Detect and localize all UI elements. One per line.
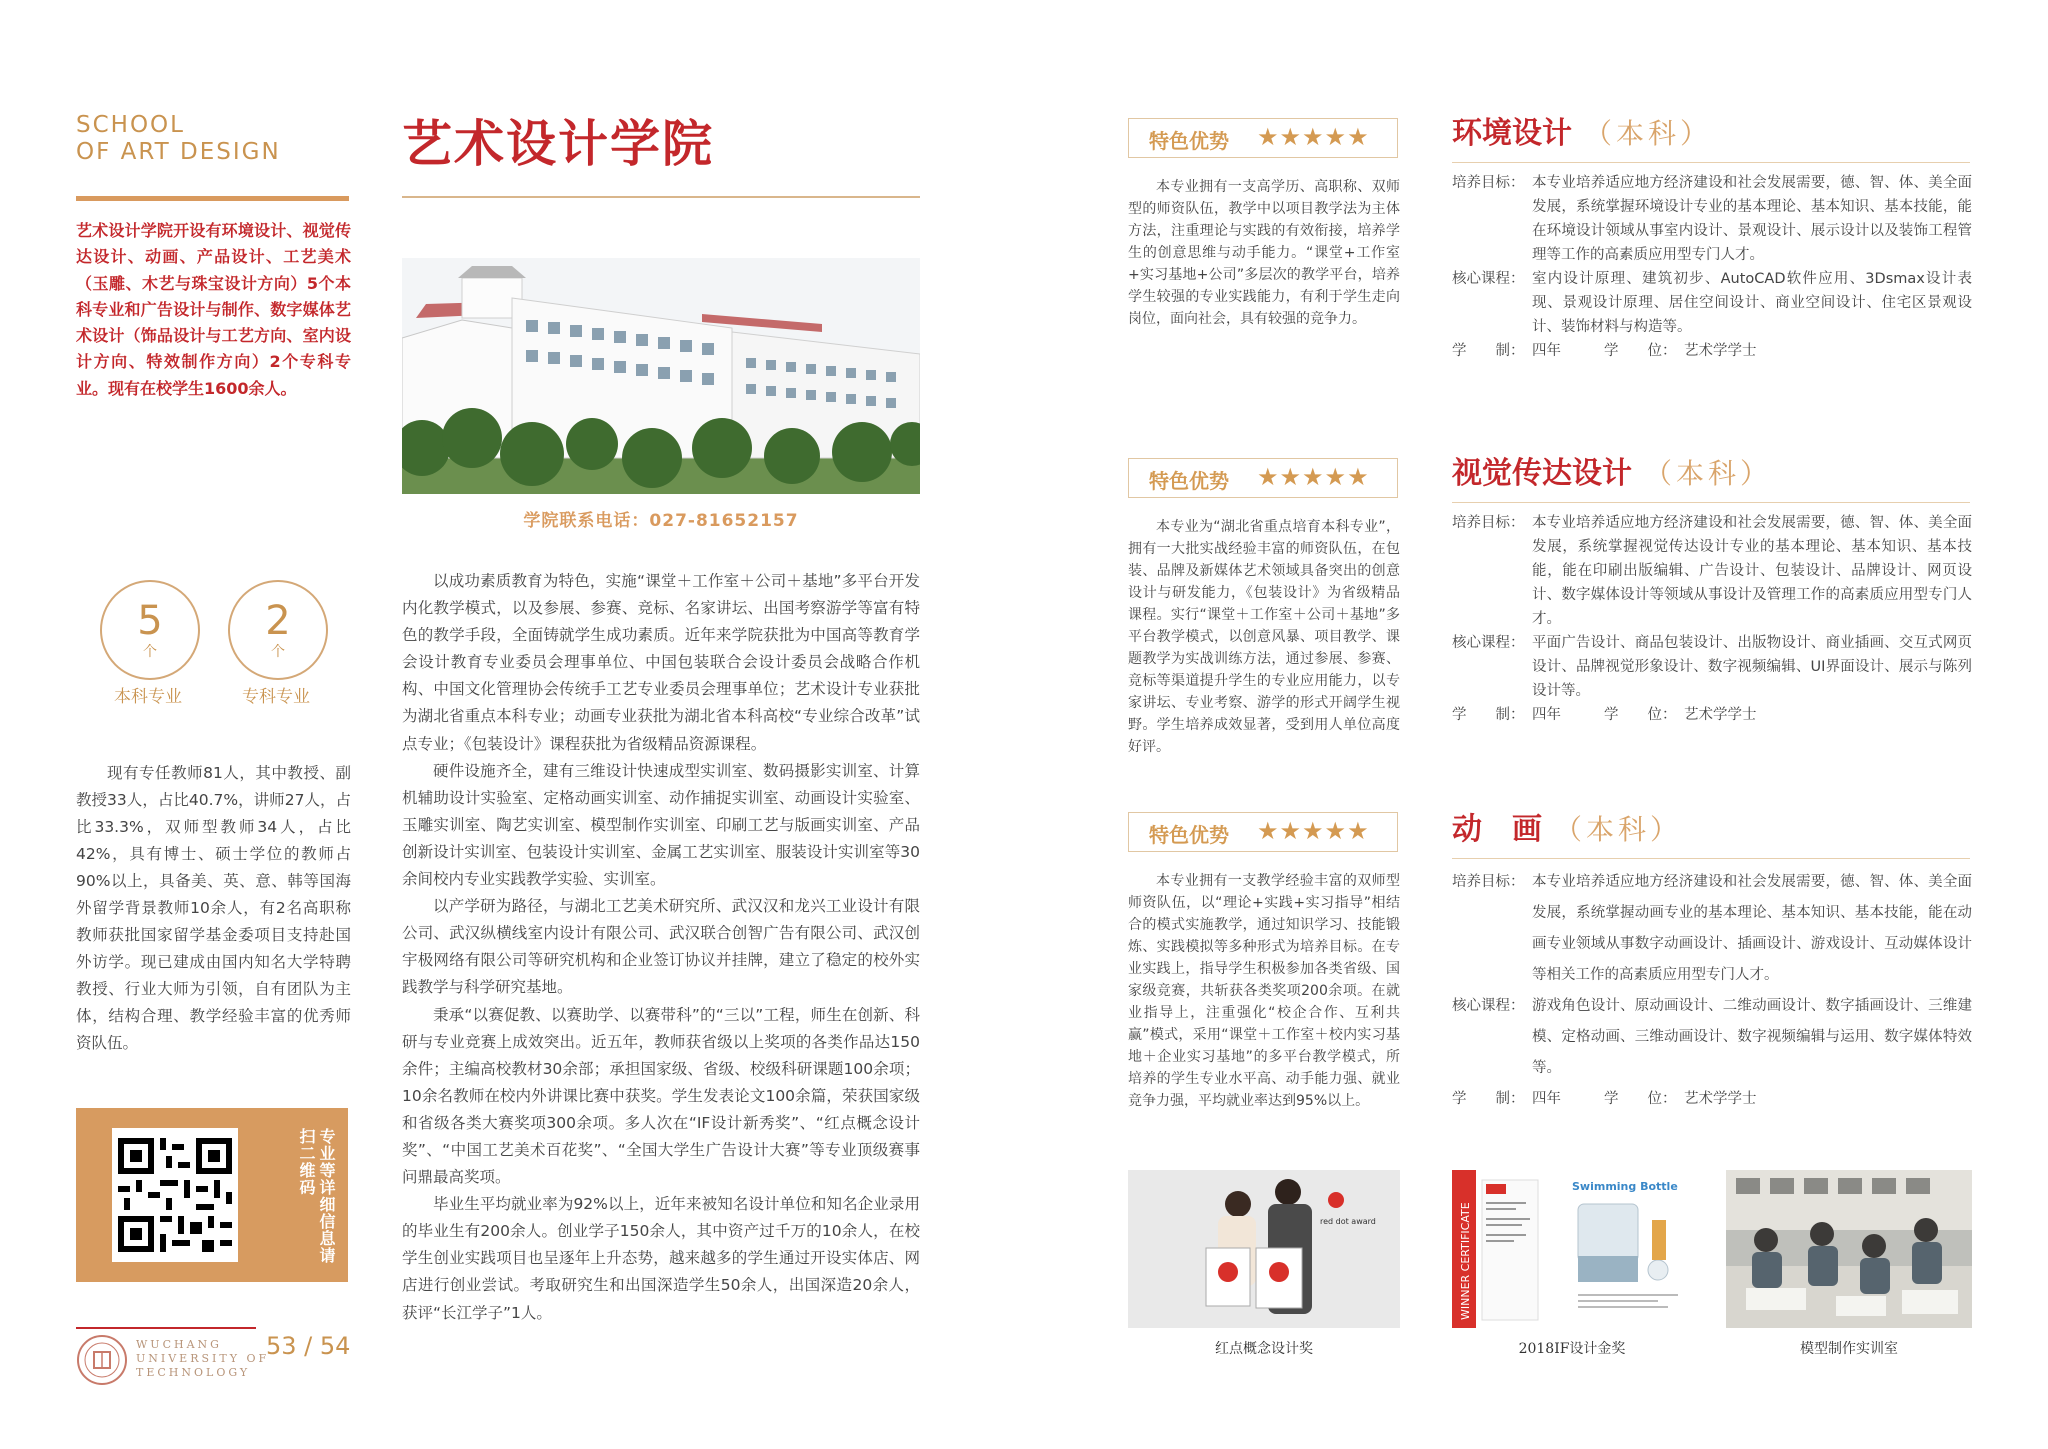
page-number: 53 / 54 xyxy=(266,1332,351,1360)
feature-text-visual xyxy=(1128,516,1400,758)
goal-row xyxy=(1452,171,1972,267)
stat-label-junior: 专科专业 xyxy=(242,687,310,707)
goal-row xyxy=(1452,867,1972,991)
badge-label: 特色优势 xyxy=(1149,129,1229,153)
major-title xyxy=(1452,448,1972,492)
school-english-name xyxy=(76,112,296,166)
goal-row xyxy=(1452,511,1972,631)
major-name: 环境设计 xyxy=(1452,116,1572,151)
row-value: 艺术学学士 xyxy=(1684,343,1757,359)
feature-paragraph: 本专业拥有一支教学经验丰富的双师型师资队伍，以“理论+实践+实习指导”相结合的模式实施教学，通过知识学习、技能锻炼、实践模拟等多种形式为培养目标。在专业实践上，指导学生积极参加各类省级、国家级竞赛，共斩获各类奖项200余项。在就业指导上，注重强化“校企合作、互利共赢”模式，采用“课堂＋工作室＋校内实习基地＋企业实习基地”的多平台教学模式，所培养的学生专业水平高、动手能力强、就业竞争力强，平均就业率达到95%以上。 xyxy=(1128,873,1400,1109)
row-value: 游戏角色设计、原动画设计、二维动画设计、数字插画设计、三维建模、定格动画、三维动画设计、数字视频编辑与运用、数字媒体特效等。 xyxy=(1532,998,1972,1076)
university-logo-icon xyxy=(76,1334,128,1386)
major-name: 视觉传达设计 xyxy=(1452,456,1632,491)
row-label: 学 制： xyxy=(1452,343,1525,359)
uni-line: UNIVERSITY OF xyxy=(136,1352,270,1365)
row-value: 艺术学学士 xyxy=(1684,1091,1757,1107)
duration-row xyxy=(1452,339,1972,363)
row-label: 核心课程： xyxy=(1452,998,1525,1014)
duration-row xyxy=(1452,1084,1972,1115)
major-tag: （本科） xyxy=(1554,813,1683,846)
feature-paragraph: 本专业拥有一支高学历、高职称、双师型的师资队伍，教学中以项目教学法为主体方法，注重理论与实践的有效衔接，培养学生的创意思维与动手能力。“课堂+工作室+实习基地+公司”多层次的教学平台，培养学生较强的专业实践能力，有利于学生走向岗位，面向社会，具有较强的竞争力。 xyxy=(1128,179,1400,327)
major-divider xyxy=(1452,162,1970,163)
row-value: 本专业培养适应地方经济建设和社会发展需要，德、智、体、美全面发展，系统掌握动画专业的基本理论、基本知识、基本技能，能在动画专业领域从事数字动画设计、插画设计、游戏设计、互动媒体设计等相关工作的高素质应用型专门人才。 xyxy=(1532,874,1972,983)
photo-model-lab xyxy=(1726,1170,1972,1328)
title-divider xyxy=(402,196,920,198)
major-divider xyxy=(1452,858,1970,859)
paragraph: 以成功素质教育为特色，实施“课堂＋工作室＋公司＋基地”多平台开发内化教学模式，以及参展、参赛、竞标、名家讲坛、出国考察游学等富有特色的教学手段，全面铸就学生成功素质。近年来学院获批为中国高等教育学会设计教育专业委员会理事单位、中国包装联合会设计委员会战略合作机构、中国文化管理协会传统手工艺专业委员会理事单位；艺术设计专业获批为湖北省重点本科专业；动画专业获批为湖北省本科高校“专业综合改革”试点专业；《包装设计》课程获批为省级精品资源课程。 xyxy=(402,572,920,753)
photo-caption: 2018IF设计金奖 xyxy=(1518,1341,1626,1357)
major-visual xyxy=(1452,448,1972,727)
page-title: 艺术设计学院 xyxy=(402,114,714,173)
college-description xyxy=(402,568,920,1327)
photo-caption: 模型制作实训室 xyxy=(1800,1341,1898,1357)
row-value: 四年 xyxy=(1532,1091,1561,1107)
row-label: 学 位： xyxy=(1604,343,1677,359)
qr-instruction: 专业等详细信息请扫二维码 xyxy=(297,1128,336,1264)
major-divider xyxy=(1452,502,1970,503)
major-name: 动 画 xyxy=(1452,812,1542,847)
faculty-text: 现有专任教师81人，其中教授、副教授33人，占比40.7%，讲师27人，占比33.3%，双师型教师34人，占比42%，具有博士、硕士学位的教师占90%以上，具备美、英、意、韩等国海外留学背景教师10余人，有2名高职称教师获批国家留学基金委项目支持赴国外访学。现已建成由国内知名大学特聘教授、行业大师为引领，自有团队为主体，结构合理、教学经验丰富的优秀师资队伍。 xyxy=(76,764,351,1052)
row-value: 平面广告设计、商品包装设计、出版物设计、商业插画、交互式网页设计、品牌视觉形象设计、数字视频编辑、UI界面设计、展示与陈列设计等。 xyxy=(1532,635,1972,699)
row-label: 培养目标： xyxy=(1452,515,1525,531)
row-label: 学 位： xyxy=(1604,1091,1677,1107)
course-row xyxy=(1452,267,1972,339)
badge-label: 特色优势 xyxy=(1149,823,1229,847)
university-name xyxy=(136,1338,269,1380)
star-rating-icon: ★★★★★ xyxy=(1257,817,1370,845)
row-value: 艺术学学士 xyxy=(1684,707,1757,723)
course-row xyxy=(1452,631,1972,703)
duration-row xyxy=(1452,703,1972,727)
stat-label-undergrad: 本科专业 xyxy=(114,687,182,707)
row-value: 四年 xyxy=(1532,707,1561,723)
row-label: 学 制： xyxy=(1452,1091,1525,1107)
row-value: 本专业培养适应地方经济建设和社会发展需要，德、智、体、美全面发展，系统掌握视觉传达设计专业的基本理论、基本知识、基本技能，能在印刷出版编辑、广告设计、包装设计、品牌设计、网页设计、数字媒体设计等领域从事设计及管理工作的高素质应用型专门人才。 xyxy=(1532,515,1972,627)
school-en-line2: OF ART DESIGN xyxy=(76,139,281,165)
row-label: 培养目标： xyxy=(1452,175,1525,191)
intro-text: 艺术设计学院开设有环境设计、视觉传达设计、动画、产品设计、工艺美术（玉雕、木艺与珠宝设计方向）5个本科专业和广告设计与制作、数字媒体艺术设计（饰品设计与工艺方向、室内设计方向、特效制作方向）2个专科专业。现有在校学生1600余人。 xyxy=(76,221,351,398)
photo-if-certificate xyxy=(1452,1170,1692,1328)
feature-text-environment xyxy=(1128,176,1400,330)
stat-unit: 个 xyxy=(143,644,157,660)
stat-circle-undergrad xyxy=(100,580,200,680)
qr-code[interactable] xyxy=(112,1128,238,1262)
product-name: Swimming Bottle xyxy=(1572,1180,1678,1193)
badge-label: 特色优势 xyxy=(1149,469,1229,493)
contact-phone: 学院联系电话：027-81652157 xyxy=(523,511,799,531)
row-label: 学 制： xyxy=(1452,707,1525,723)
gold-divider xyxy=(76,196,349,201)
footer-rule xyxy=(76,1327,256,1329)
uni-line: WUCHANG xyxy=(136,1338,222,1351)
feature-text-animation xyxy=(1128,870,1400,1112)
major-environment xyxy=(1452,108,1972,363)
certificate-text: WINNER CERTIFICATE xyxy=(1459,1202,1472,1320)
row-value: 本专业培养适应地方经济建设和社会发展需要，德、智、体、美全面发展，系统掌握环境设计专业的基本理论、基本知识、基本技能，能在环境设计领域从事室内设计、景观设计、展示设计以及装饰工程管理等工作的高素质应用型专门人才。 xyxy=(1532,175,1972,263)
feature-badge-environment xyxy=(1128,118,1398,158)
photo-caption: 红点概念设计奖 xyxy=(1215,1341,1313,1357)
major-tag: （本科） xyxy=(1584,117,1713,150)
major-tag: （本科） xyxy=(1644,457,1773,490)
row-value: 四年 xyxy=(1532,343,1561,359)
qr-code-icon xyxy=(112,1128,238,1262)
paragraph: 毕业生平均就业率为92%以上，近年来被知名设计单位和知名企业录用的毕业生有200余人。创业学子150余人，其中资产过千万的10余人，在校学生创业实践项目也呈逐年上升态势，越来越多的学生通过开设实体店、网店进行创业尝试。考取研究生和出国深造学生50余人，出国深造20余人，获评“长江学子”1人。 xyxy=(402,1195,920,1322)
row-value: 室内设计原理、建筑初步、AutoCAD软件应用、3Dsmax设计表现、景观设计原理、居住空间设计、商业空间设计、住宅区景观设计、装饰材料与构造等。 xyxy=(1532,271,1972,335)
major-animation xyxy=(1452,804,1972,1115)
feature-badge-visual xyxy=(1128,458,1398,498)
major-title xyxy=(1452,804,1972,848)
row-label: 核心课程： xyxy=(1452,271,1525,287)
award-logo-text: red dot award xyxy=(1320,1217,1376,1226)
stat-unit: 个 xyxy=(271,644,285,660)
stat-circle-junior xyxy=(228,580,328,680)
star-rating-icon: ★★★★★ xyxy=(1257,123,1370,151)
stat-value: 2 xyxy=(265,598,291,644)
row-label: 学 位： xyxy=(1604,707,1677,723)
stat-value: 5 xyxy=(137,598,163,644)
course-row xyxy=(1452,991,1972,1084)
photo-reddot-award xyxy=(1128,1170,1400,1328)
paragraph: 硬件设施齐全，建有三维设计快速成型实训室、数码摄影实训室、计算机辅助设计实验室、定格动画实训室、动作捕捉实训室、动画设计实验室、玉雕实训室、陶艺实训室、模型制作实训室、印刷工艺与版画实训室、产品创新设计实训室、包装设计实训室、金属工艺实训室、服装设计实训室等30余间校内专业实践教学实验、实训室。 xyxy=(402,761,920,889)
paragraph: 秉承“以赛促教、以赛助学、以赛带科”的“三以”工程，师生在创新、科研与专业竞赛上成效突出。近五年，教师获省级以上奖项的各类作品达150余件；主编高校教材30余部；承担国家级、省级、校级科研课题100余项；10余名教师在校内外讲课比赛中获奖。学生发表论文100余篇，荣获国家级和省级各类大赛奖项300余项。多人次在“IF设计新秀奖”、“红点概念设计奖”、“中国工艺美术百花奖”、“全国大学生广告设计大赛”等专业顶级赛事问鼎最高奖项。 xyxy=(402,1005,920,1187)
row-label: 培养目标： xyxy=(1452,874,1525,890)
feature-badge-animation xyxy=(1128,812,1398,852)
feature-paragraph: 本专业为“湖北省重点培育本科专业”，拥有一大批实战经验丰富的师资队伍，在包装、品牌及新媒体艺术领域具备突出的创意设计与研发能力，《包装设计》为省级精品课程。实行“课堂＋工作室＋公司＋基地”多平台教学模式，以创意风暴、项目教学、课题教学为实战训练方法，通过参展、参赛、竞标等渠道提升学生的专业应用能力，以专家讲坛、专业考察、游学的形式开阔学生视野。学生培养成效显著，受到用人单位高度好评。 xyxy=(1128,519,1400,755)
uni-line: TECHNOLOGY xyxy=(136,1366,251,1379)
star-rating-icon: ★★★★★ xyxy=(1257,463,1370,491)
row-label: 核心课程： xyxy=(1452,635,1525,651)
major-title xyxy=(1452,108,1972,152)
paragraph: 以产学研为路径，与湖北工艺美术研究所、武汉汉和龙兴工业设计有限公司、武汉纵横线室内设计有限公司、武汉联合创智广告有限公司、武汉创宇极网络有限公司等研究机构和企业签订协议并挂牌，建立了稳定的校外实践教学与科学研究基地。 xyxy=(402,897,920,997)
campus-photo xyxy=(402,258,920,494)
school-en-line1: SCHOOL xyxy=(76,112,185,138)
